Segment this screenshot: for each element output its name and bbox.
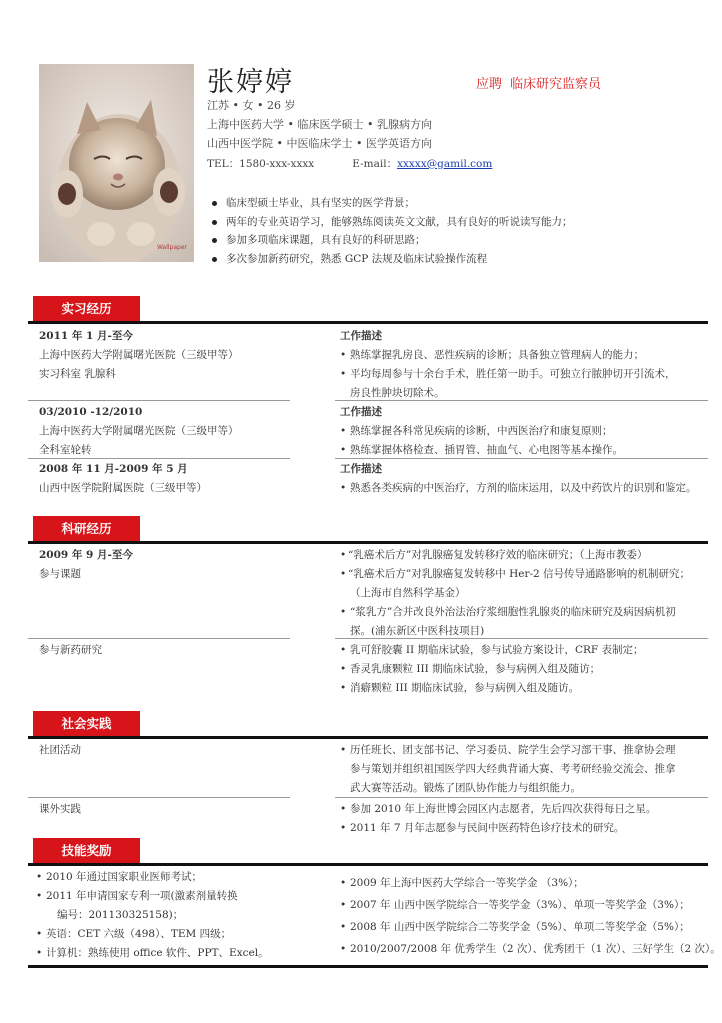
club-item: • 历任班长、团支部书记、学习委员、院学生会学习部干事、推拿协会理 [340, 741, 676, 760]
award-item: • 2009 年上海中医药大学综合一等奖学金 （3%）； [340, 872, 721, 894]
row-divider [335, 797, 708, 798]
award-item: • 2008 年 山西中医学院综合二等奖学金（5%）、单项二等奖学金（5%）； [340, 916, 721, 938]
contact-line [207, 155, 492, 173]
row-divider [335, 458, 708, 459]
work-desc-list [340, 346, 676, 384]
phone-number: TEL：1580-xxx-xxxx [207, 158, 315, 170]
section-rule [28, 863, 708, 866]
work-desc-item: • 熟练掌握乳房良、恶性疾病的诊断；具备独立管理病人的能力； [340, 346, 676, 365]
work-desc-continued: 房良性肿块切除术。 [350, 387, 445, 399]
footer-rule [28, 965, 708, 968]
research-topic-label: 参与课题 [39, 568, 81, 580]
work-desc-title: 工作描述 [340, 463, 382, 475]
research-topic-item: • “乳癌术后方”对乳腺癌复发转移中 Her-2 信号传导通路影响的机制研究； [340, 565, 690, 584]
section-rule [28, 736, 708, 739]
internship-date: 03/2010 -12/2010 [39, 406, 143, 418]
summary-item: 两年的专业英语学习，能够熟练阅读英文文献，具有良好的听说读写能力； [212, 213, 692, 232]
drug-research-list [340, 641, 644, 698]
row-divider [28, 797, 290, 798]
research-topic-continued: 探。(浦东新区中医科技项目) [350, 625, 485, 637]
skill-item: • 计算机：熟练使用 office 软件、PPT、Excel。 [36, 944, 269, 963]
internship-date: 2011 年 1 月-至今 [39, 330, 133, 342]
drug-research-label: 参与新药研究 [39, 644, 102, 656]
row-divider [335, 638, 708, 639]
work-desc-item: • 熟练掌握各科常见疾病的诊断，中西医治疗和康复原则； [340, 422, 623, 441]
club-list [340, 741, 676, 760]
internship-dept: 全科室轮转 [39, 444, 92, 456]
work-desc-title: 工作描述 [340, 330, 382, 342]
skill-item: • 英语：CET 六级（498）、TEM 四级； [36, 925, 269, 944]
internship-dept: 实习科室 乳腺科 [39, 368, 116, 380]
research-topic-item: • “乳癌术后方”对乳腺癌复发转移疗效的临床研究；（上海市教委） [340, 546, 690, 565]
apply-position [476, 73, 601, 92]
email-label: E-mail： [352, 158, 398, 170]
work-desc-item: • 熟练掌握体格检查、插胃管、抽血气、心电图等基本操作。 [340, 441, 623, 460]
section-rule [28, 321, 708, 324]
outside-practice-list [340, 800, 656, 838]
summary-list [212, 194, 692, 268]
profile-photo [39, 64, 194, 262]
work-desc-title: 工作描述 [340, 406, 382, 418]
section-header-skills: 技能奖励 [33, 838, 140, 864]
section-header-social: 社会实践 [33, 711, 140, 737]
club-continued: 参与策划并组织祖国医学四大经典背诵大赛、考考研经验交流会、推拿 [350, 763, 676, 775]
personal-info: 江苏 • 女 • 26 岁 [207, 99, 296, 112]
award-item: • 2010/2007/2008 年 优秀学生（2 次）、优秀团干（1 次）、三好学生（2 次）。 [340, 938, 721, 960]
outside-practice-item: • 参加 2010 年上海世博会园区内志愿者，先后四次获得每日之星。 [340, 800, 656, 819]
education-bachelor: 山西中医学院 • 中医临床学士 • 医学英语方向 [207, 137, 432, 150]
research-topic-continued: （上海市自然科学基金） [350, 587, 466, 599]
research-date: 2009 年 9 月-至今 [39, 549, 133, 561]
row-divider [28, 400, 290, 401]
club-continued: 武大赛等活动。锻炼了团队协作能力与组织能力。 [350, 782, 581, 794]
kitten-image [39, 64, 194, 262]
outside-practice-label: 课外实践 [39, 803, 81, 815]
work-desc-item: • 平均每周参与十余台手术，胜任第一助手。可独立行脓肿切开引流术， [340, 365, 676, 384]
skills-list [36, 925, 269, 963]
candidate-name: 张婷婷 [207, 67, 294, 98]
work-desc-item: • 熟悉各类疾病的中医治疗，方剂的临床运用，以及中药饮片的识别和鉴定。 [340, 479, 697, 498]
research-topic-list [340, 603, 676, 622]
research-topic-item: • “浆乳方”合并改良外治法治疗浆细胞性乳腺炎的临床研究及病因病机初 [340, 603, 676, 622]
education-master: 上海中医药大学 • 临床医学硕士 • 乳腺病方向 [207, 118, 432, 131]
outside-practice-item: • 2011 年 7 月年志愿参与民间中医药特色诊疗技术的研究。 [340, 819, 656, 838]
skills-list [36, 868, 238, 906]
section-header-research: 科研经历 [33, 516, 140, 542]
summary-item: 参加多项临床课题，具有良好的科研思路； [212, 231, 692, 250]
apply-role: 临床研究监察员 [510, 77, 602, 92]
drug-research-item: • 香灵乳康颗粒 III 期临床试验，参与病例入组及随访； [340, 660, 644, 679]
apply-label: 应聘 [476, 77, 503, 92]
awards-list [340, 872, 721, 960]
row-divider [28, 638, 290, 639]
internship-hospital: 上海中医药大学附属曙光医院（三级甲等） [39, 425, 239, 437]
club-label: 社团活动 [39, 744, 81, 756]
drug-research-item: • 消癖颗粒 III 期临床试验，参与病例入组及随访。 [340, 679, 644, 698]
skill-item: • 2010 年通过国家职业医师考试； [36, 868, 238, 887]
section-header-internship: 实习经历 [33, 296, 140, 322]
research-topic-list [340, 546, 690, 584]
work-desc-list [340, 422, 623, 460]
summary-item: 多次参加新药研究，熟悉 GCP 法规及临床试验操作流程 [212, 250, 692, 269]
work-desc-list [340, 479, 697, 498]
email-link[interactable]: xxxxx@gamil.com [397, 158, 493, 170]
section-rule [28, 541, 708, 544]
row-divider [28, 458, 290, 459]
summary-item: 临床型硕士毕业，具有坚实的医学背景； [212, 194, 692, 213]
internship-hospital: 山西中医学院附属医院（三级甲等） [39, 482, 207, 494]
skill-item: • 2011 年申请国家专利一项(激素剂量转换 [36, 887, 238, 906]
drug-research-item: • 乳可舒胶囊 II 期临床试验，参与试验方案设计，CRF 表制定； [340, 641, 644, 660]
internship-date: 2008 年 11 月-2009 年 5 月 [39, 463, 188, 475]
award-item: • 2007 年 山西中医学院综合一等奖学金（3%）、单项一等奖学金（3%）； [340, 894, 721, 916]
row-divider [335, 400, 708, 401]
photo-watermark: Wallpaper [157, 244, 188, 251]
internship-hospital: 上海中医药大学附属曙光医院（三级甲等） [39, 349, 239, 361]
skill-continued: 编号：201130325158)； [57, 909, 184, 921]
